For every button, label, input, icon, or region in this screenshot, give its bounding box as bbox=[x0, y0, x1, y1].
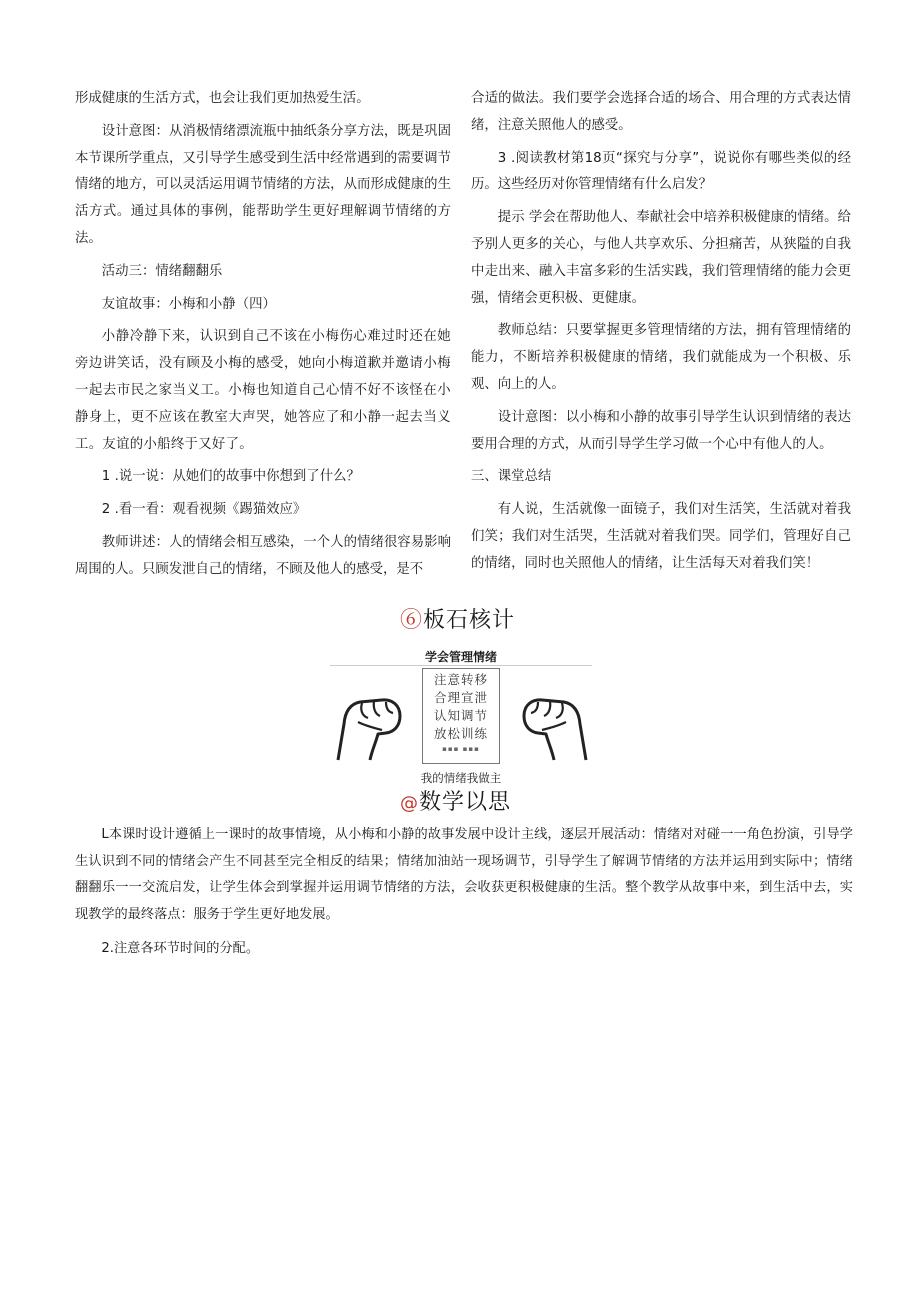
board-item-1: 注意转移 bbox=[433, 672, 488, 687]
reflection-section-heading bbox=[400, 785, 511, 816]
board-item-4: 放松训练 bbox=[433, 726, 488, 741]
class-summary-text: 有人说，生活就像一面镜子，我们对生活笑，生活就对着我们笑；我们对生活哭，生活就对着我们哭。同学们，管理好自己的情绪，同时也关照他人的情绪，让生活每天对着我们笑！ bbox=[471, 502, 851, 571]
task-watch: 2 .看一看：观看视频《踢猫效应》 bbox=[101, 502, 307, 518]
board-title: 学会管理情绪 bbox=[424, 650, 497, 664]
reflection-section-title: 数学以思 bbox=[419, 790, 512, 815]
board-section-title: 板石核计 bbox=[423, 608, 516, 633]
teacher-summary: 教师总结：只要掌握更多管理情绪的方法，拥有管理情绪的能力，不断培养积极健康的情绪，我们就能成为一个积极、乐观、向上的人。 bbox=[471, 323, 851, 392]
reflection-paragraph-2: 2.注意各环节时间的分配。 bbox=[101, 941, 260, 956]
left-paragraph-1: 形成健康的生活方式，也会让我们更加热爱生活。 bbox=[75, 91, 370, 106]
task-say: 1 .说一说：从她们的故事中你想到了什么？ bbox=[101, 469, 360, 485]
friendship-story-title: 友谊故事：小梅和小静（四） bbox=[101, 296, 276, 312]
board-item-2: 合理宣泄 bbox=[433, 690, 488, 705]
board-section-heading bbox=[400, 603, 515, 634]
circle-six-icon: ⑥ bbox=[400, 608, 424, 633]
task-read: 3 .阅读教材第18页“探究与分享”，说说你有哪些类似的经历。这些经历对你管理情绪有什么启发？ bbox=[471, 150, 851, 193]
hint-paragraph: 提示 学会在帮助他人、奉献社会中培养积极健康的情绪。给予别人更多的关心，与他人共享欢乐、分担痛苦，从狭隘的自我中走出来、融入丰富多彩的生活实践，我们管理情绪的能力会更强，情绪会更积极、更健康。 bbox=[471, 210, 851, 306]
board-item-3: 认知调节 bbox=[433, 708, 488, 723]
right-paragraph-1: 合适的做法。我们要学会选择合适的场合、用合理的方式表达情绪，注意关照他人的感受。 bbox=[471, 91, 851, 133]
reflection-block bbox=[75, 822, 853, 963]
board-divider bbox=[330, 665, 592, 666]
board-caption: 我的情绪我做主 bbox=[420, 771, 502, 785]
at-marker-icon: @ bbox=[400, 793, 419, 814]
left-column bbox=[75, 86, 451, 584]
design-intent-2: 设计意图：以小梅和小静的故事引导学生认识到情绪的表达要用合理的方式，从而引导学生学习做一个心中有他人的人。 bbox=[471, 409, 851, 452]
right-fist-icon bbox=[516, 672, 594, 764]
class-summary-heading: 三、课堂总结 bbox=[471, 469, 552, 485]
board-dots-decoration: ▪▪▪ ▪▪▪ bbox=[442, 745, 480, 753]
blackboard-design bbox=[330, 648, 592, 785]
design-intent-paragraph: 设计意图：从消极情绪漂流瓶中抽纸条分享方法，既是巩固本节课所学重点，又引导学生感受到生活中经常遇到的需要调节情绪的地方，可以灵活运用调节情绪的方法，从而形成健康的生活方式。通过具体的事例，能帮助学生更好理解调节情绪的方法。 bbox=[75, 123, 451, 246]
right-column bbox=[471, 86, 851, 578]
reflection-paragraph-1: L本课时设计遵循上一课时的故事情境，从小梅和小静的故事发展中设计主线，逐层开展活动：情绪对对碰一一角色扮演，引导学生认识到不同的情绪会产生不同甚至完全相反的结果；情绪加油站一现场调节，引导学生了解调节情绪的方法并运用到实际中；情绪翻翻乐一一交流启发，让学生体会到掌握并运用调节情绪的方法，会收获更积极健康的生活。整个教学从故事中来，到生活中去，实现教学的最终落点：服务于学生更好地发展。 bbox=[75, 827, 853, 922]
friendship-story-text: 小静冷静下来，认识到自己不该在小梅伤心难过时还在她旁边讲笑话，没有顾及小梅的感受，她向小梅道歉并邀请小梅一起去市民之家当义工。小梅也知道自己心情不好不该怪在小静身上，更不应该在教室大声哭，她答应了和小静一起去当义工。友谊的小船终于又好了。 bbox=[75, 329, 451, 452]
teacher-narration: 教师讲述：人的情绪会相互感染，一个人的情绪很容易影响周围的人。只顾发泄自己的情绪，不顾及他人的感受，是不 bbox=[75, 534, 451, 577]
board-methods-box bbox=[422, 668, 500, 764]
activity-three-heading: 活动三：情绪翻翻乐 bbox=[101, 263, 223, 279]
left-fist-icon bbox=[330, 672, 408, 764]
